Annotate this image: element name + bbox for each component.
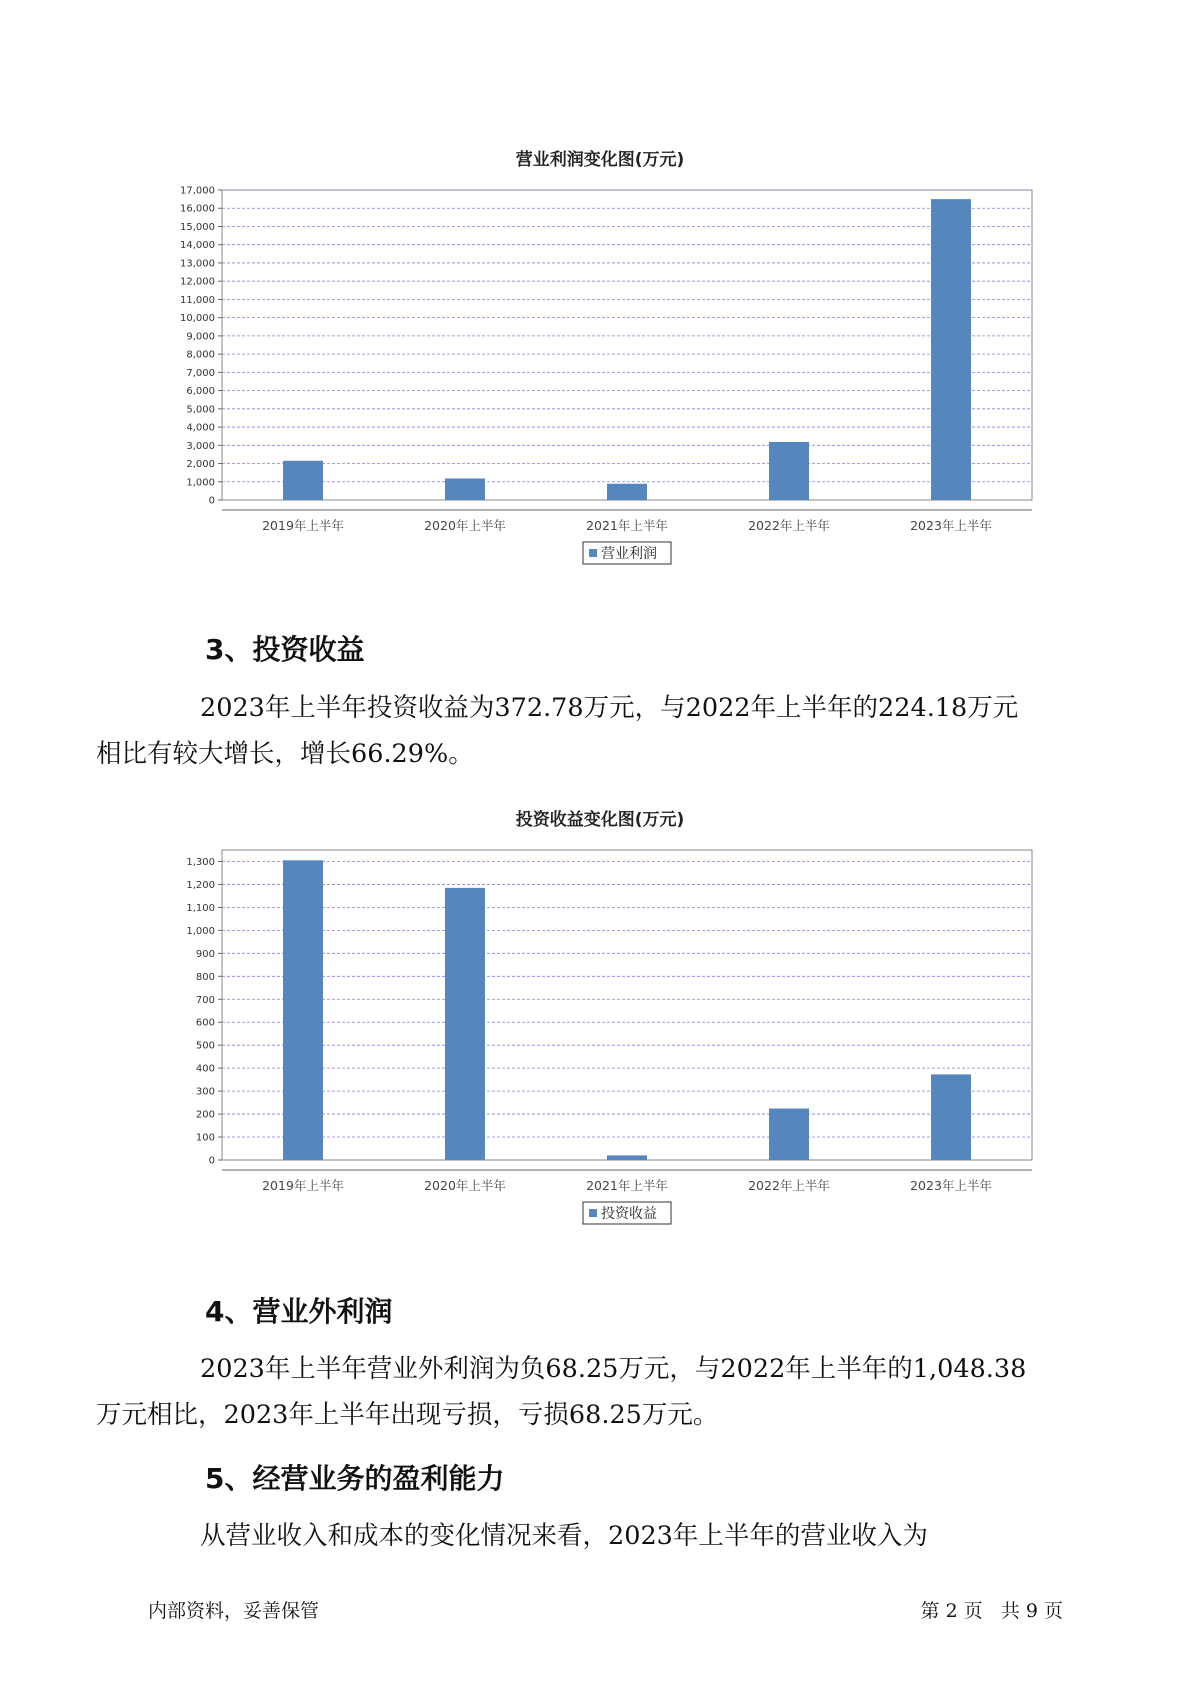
chart-title: 营业利润变化图(万元) bbox=[515, 150, 685, 170]
bar bbox=[769, 442, 809, 500]
y-tick-label: 17,000 bbox=[180, 185, 215, 197]
x-tick-label: 2020年上半年 bbox=[424, 518, 506, 533]
investment-income-chart bbox=[150, 800, 1050, 1260]
y-tick-label: 0 bbox=[208, 1155, 215, 1167]
y-tick-label: 13,000 bbox=[180, 258, 215, 270]
chart-svg bbox=[150, 830, 1050, 1270]
y-tick-label: 300 bbox=[195, 1086, 215, 1098]
bar bbox=[445, 888, 485, 1160]
y-tick-label: 6,000 bbox=[186, 386, 215, 398]
x-tick-label: 2023年上半年 bbox=[910, 518, 992, 533]
y-tick-label: 100 bbox=[195, 1132, 215, 1144]
y-tick-label: 1,000 bbox=[186, 477, 215, 489]
legend-swatch bbox=[589, 549, 597, 557]
y-tick-label: 16,000 bbox=[180, 203, 215, 215]
section-5-heading: 5、经营业务的盈利能力 bbox=[205, 1462, 505, 1495]
y-tick-label: 14,000 bbox=[180, 240, 215, 252]
y-tick-label: 8,000 bbox=[186, 349, 215, 361]
plot-border bbox=[222, 850, 1032, 1160]
bar bbox=[931, 199, 971, 500]
y-tick-label: 700 bbox=[195, 994, 215, 1006]
x-tick-label: 2022年上半年 bbox=[748, 518, 830, 533]
footer-page-number: 第 2 页 共 9 页 bbox=[920, 1600, 1063, 1622]
y-tick-label: 2,000 bbox=[186, 459, 215, 471]
x-tick-label: 2020年上半年 bbox=[424, 1178, 506, 1193]
bar bbox=[931, 1074, 971, 1160]
y-tick-label: 9,000 bbox=[186, 331, 215, 343]
section-5-paragraph bbox=[148, 1513, 1068, 1559]
x-tick-label: 2019年上半年 bbox=[262, 1178, 344, 1193]
bar bbox=[769, 1109, 809, 1160]
x-tick-label: 2019年上半年 bbox=[262, 518, 344, 533]
bar bbox=[283, 461, 323, 500]
para-line: 相比有较大增长，增长66.29%。 bbox=[96, 739, 474, 769]
legend-label: 营业利润 bbox=[601, 546, 657, 562]
bar bbox=[607, 1155, 647, 1160]
para-line: 万元相比，2023年上半年出现亏损，亏损68.25万元。 bbox=[96, 1400, 719, 1430]
y-tick-label: 12,000 bbox=[180, 276, 215, 288]
section-3-paragraph bbox=[96, 685, 1068, 777]
bar bbox=[607, 484, 647, 500]
chart-title: 投资收益变化图(万元) bbox=[515, 810, 685, 830]
y-tick-label: 15,000 bbox=[180, 221, 215, 233]
y-tick-label: 4,000 bbox=[186, 422, 215, 434]
legend-swatch bbox=[589, 1209, 597, 1217]
y-tick-label: 400 bbox=[195, 1063, 215, 1075]
x-tick-label: 2021年上半年 bbox=[586, 1178, 668, 1193]
para-line: 从营业收入和成本的变化情况来看，2023年上半年的营业收入为 bbox=[200, 1521, 928, 1551]
section-4-heading: 4、营业外利润 bbox=[205, 1295, 393, 1328]
y-tick-label: 900 bbox=[195, 948, 215, 960]
y-tick-label: 0 bbox=[208, 495, 215, 507]
y-tick-label: 500 bbox=[195, 1040, 215, 1052]
para-line: 2023年上半年投资收益为372.78万元，与2022年上半年的224.18万元 bbox=[200, 693, 1019, 723]
section-4-paragraph bbox=[96, 1346, 1068, 1438]
y-tick-label: 10,000 bbox=[180, 313, 215, 325]
y-tick-label: 3,000 bbox=[186, 440, 215, 452]
bar bbox=[283, 860, 323, 1160]
x-tick-label: 2021年上半年 bbox=[586, 518, 668, 533]
section-3-heading: 3、投资收益 bbox=[205, 633, 365, 666]
y-tick-label: 1,200 bbox=[186, 879, 215, 891]
y-tick-label: 7,000 bbox=[186, 367, 215, 379]
y-tick-label: 11,000 bbox=[180, 294, 215, 306]
legend-label: 投资收益 bbox=[601, 1206, 657, 1222]
y-tick-label: 200 bbox=[195, 1109, 215, 1121]
para-line: 2023年上半年营业外利润为负68.25万元，与2022年上半年的1,048.38 bbox=[200, 1354, 1027, 1384]
y-tick-label: 1,100 bbox=[186, 902, 215, 914]
y-tick-label: 1,300 bbox=[186, 856, 215, 868]
operating-profit-chart bbox=[150, 140, 1050, 600]
plot-border bbox=[222, 190, 1032, 500]
bar bbox=[445, 478, 485, 500]
y-tick-label: 1,000 bbox=[186, 925, 215, 937]
y-tick-label: 600 bbox=[195, 1017, 215, 1029]
chart-svg bbox=[150, 170, 1050, 610]
x-tick-label: 2022年上半年 bbox=[748, 1178, 830, 1193]
y-tick-label: 5,000 bbox=[186, 404, 215, 416]
y-tick-label: 800 bbox=[195, 971, 215, 983]
x-tick-label: 2023年上半年 bbox=[910, 1178, 992, 1193]
footer-left: 内部资料，妥善保管 bbox=[148, 1600, 320, 1622]
